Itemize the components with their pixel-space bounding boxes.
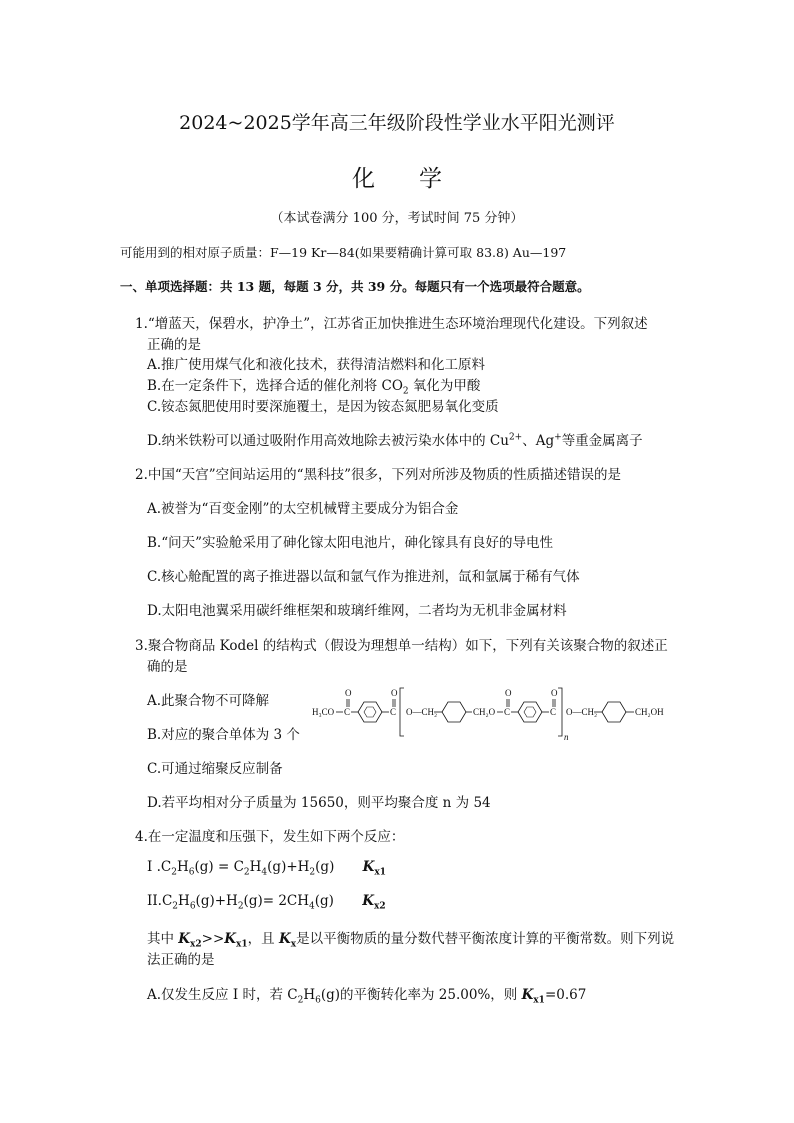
struct-och2-b: O—CH₂ [566, 707, 598, 717]
q3-option-b: B.对应的聚合单体为 3 个 [147, 727, 300, 743]
struct-carbonyl-o3: O [505, 688, 512, 698]
struct-carbonyl-o2: O [391, 688, 398, 698]
exam-note: （本试卷满分 100 分，考试时间 75 分钟） [270, 211, 524, 226]
q4-option-a: A.仅发生反应 I 时，若 $C_2H_6(g)$的平衡转化率为 25.00%，则 $K_{x1}=0.67$ [147, 987, 587, 1006]
subject-title: 化学 [352, 166, 486, 192]
struct-carbonyl-c2: C [390, 707, 397, 717]
q4-reaction-2: $II.C_2H_6(g)+H_2(g)= 2CH_4(g)$ $K_{x2}$ [147, 893, 386, 912]
struct-carbonyl-c3: C [504, 707, 511, 717]
atomic-masses: 可能用到的相对原子质量：F—19 Kr—84(如果要精确计算可取 83.8) Au—197 [120, 245, 567, 260]
q1-stem-line2: 正确的是 [147, 337, 201, 353]
benzene-ring-1 [358, 702, 382, 722]
struct-end-right: CH₂OH [635, 707, 664, 717]
struct-och2-a: O—CH₂ [406, 707, 438, 717]
q4-stem: 4.在一定温度和压强下，发生如下两个反应： [135, 829, 405, 845]
q2-option-b: B.“问天”实验舱采用了砷化镓太阳电池片，砷化镓具有良好的导电性 [147, 535, 554, 551]
q4-note-line2: 法正确的是 [147, 952, 215, 968]
polymer-structure-diagram [310, 682, 690, 742]
struct-carbonyl-c1: C [344, 707, 351, 717]
bracket-right [558, 688, 562, 736]
struct-carbonyl-c4: C [550, 707, 557, 717]
struct-carbonyl-o4: O [551, 688, 558, 698]
q1-stem-line1: 1.“增蓝天，保碧水，护净土”，江苏省正加快推进生态环境治理现代化建设。下列叙述 [135, 316, 648, 332]
section-heading: 一、单项选择题：共 13 题，每题 3 分，共 39 分。每题只有一个选项最符合题意。 [120, 279, 590, 294]
q3-option-a: A.此聚合物不可降解 [147, 693, 270, 709]
exam-title: 2024~2025学年高三年级阶段性学业水平阳光测评 [179, 112, 615, 134]
q2-option-a: A.被誉为“百变金刚”的太空机械臂主要成分为铝合金 [147, 501, 459, 517]
q3-option-d: D.若平均相对分子质量为 15650，则平均聚合度 n 为 54 [147, 795, 491, 811]
q4-note-line1: 其中 $K_{x2}>>K_{x1}$，且 $K_x$是以平衡物质的量分数代替平衡浓度计算的平衡常数。则下列说 [147, 931, 675, 950]
q1-option-a: A.推广使用煤气化和液化技术，获得清洁燃料和化工原料 [147, 357, 486, 373]
cyclohexane-ring-1 [442, 702, 466, 722]
q4-reaction-1: I $.C_2H_6(g) = C_2H_4(g)+H_2(g)$ $K_{x1}$ [147, 859, 387, 878]
q1-option-d: D.纳米铁粉可以通过吸附作用高效地除去被污染水体中的 $Cu^{2+}$、Ag+等重金属离子 [147, 432, 643, 449]
q2-stem: 2.中国“天宫”空间站运用的“黑科技”很多，下列对所涉及物质的性质描述错误的是 [135, 467, 621, 483]
struct-end-left: H₃CO [312, 707, 335, 717]
struct-subscript-n: n [564, 732, 569, 742]
q3-option-c: C.可通过缩聚反应制备 [147, 761, 283, 777]
q2-option-d: D.太阳电池翼采用碳纤维框架和玻璃纤维网，二者均为无机非金属材料 [147, 603, 567, 619]
benzene-ring-2 [518, 702, 542, 722]
q3-stem-line2: 确的是 [147, 659, 188, 675]
q1-option-c: C.铵态氮肥使用时要深施覆土，是因为铵态氮肥易氧化变质 [147, 399, 499, 415]
q1-option-b: B.在一定条件下，选择合适的催化剂将 $CO_2$ 氧化为甲酸 [147, 378, 481, 397]
bracket-left [400, 688, 404, 736]
cyclohexane-ring-2 [602, 702, 626, 722]
struct-ch2o: CH₂O [473, 707, 496, 717]
q2-option-c: C.核心舱配置的离子推进器以氙和氩气作为推进剂，氙和氩属于稀有气体 [147, 569, 580, 585]
struct-carbonyl-o1: O [345, 688, 352, 698]
q3-stem-line1: 3.聚合物商品 Kodel 的结构式（假设为理想单一结构）如下，下列有关该聚合物的叙述正 [135, 638, 668, 654]
